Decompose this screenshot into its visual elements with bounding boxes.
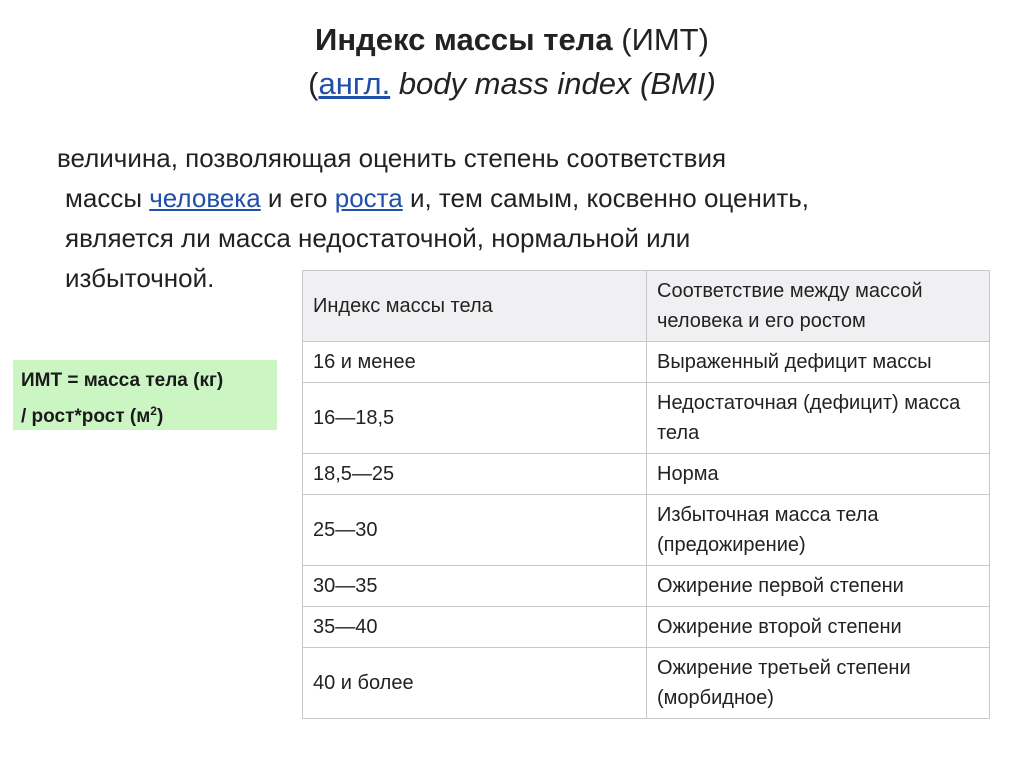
range-cell: 40 и более	[303, 648, 647, 719]
formula-close: )	[156, 406, 164, 427]
meaning-cell: Ожирение первой степени	[647, 566, 990, 607]
meaning-cell: Ожирение третьей степени (морбидное)	[647, 648, 990, 719]
chelovek-link[interactable]: человека	[149, 183, 261, 213]
title-line-2	[0, 62, 1024, 106]
range-cell: 30—35	[303, 566, 647, 607]
formula-line-1: ИМТ = масса тела (кг)	[21, 370, 224, 391]
range-cell: 16—18,5	[303, 383, 647, 454]
page-title	[0, 18, 1024, 106]
meaning-cell: Ожирение второй степени	[647, 607, 990, 648]
para-line-3: является ли масса недостаточной, нормальной или	[65, 223, 691, 253]
rost-link[interactable]: роста	[334, 183, 403, 213]
table-row	[303, 383, 990, 454]
table-row	[303, 342, 990, 383]
meaning-cell: Выраженный дефицит массы	[647, 342, 990, 383]
table-row	[303, 648, 990, 719]
title-line-1	[0, 18, 1024, 62]
header-index: Индекс массы тела	[303, 271, 647, 342]
range-cell: 18,5—25	[303, 454, 647, 495]
formula-line-2-text: / рост*рост (м	[21, 406, 151, 427]
table-row	[303, 607, 990, 648]
para-line-2-c: и, тем самым, косвенно оценить,	[402, 183, 810, 213]
para-line-2	[57, 178, 987, 218]
para-line-1: величина, позволяющая оценить степень соответствия	[57, 143, 727, 173]
table-header-row	[303, 271, 990, 342]
bmi-formula-box	[13, 360, 277, 430]
meaning-cell: Недостаточная (дефицит) масса тела	[647, 383, 990, 454]
engl-link[interactable]: англ.	[318, 66, 391, 101]
formula-sup: 2	[150, 404, 157, 418]
para-line-4: избыточной.	[65, 263, 215, 293]
title-open-paren: (	[308, 66, 319, 101]
table-row	[303, 566, 990, 607]
para-line-2-a: массы	[65, 183, 150, 213]
title-bold: Индекс массы тела	[315, 22, 613, 57]
title-english: body mass index (BMI)	[398, 66, 716, 101]
meaning-cell: Норма	[647, 454, 990, 495]
range-cell: 25—30	[303, 495, 647, 566]
range-cell: 16 и менее	[303, 342, 647, 383]
bmi-table	[302, 270, 990, 719]
para-line-2-b: и его	[260, 183, 335, 213]
header-meaning: Соответствие между массой человека и его ростом	[647, 271, 990, 342]
formula-line-2	[21, 396, 277, 432]
table-row	[303, 495, 990, 566]
range-cell: 35—40	[303, 607, 647, 648]
title-abbr: (ИМТ)	[621, 22, 709, 57]
table-row	[303, 454, 990, 495]
meaning-cell: Избыточная масса тела (предожирение)	[647, 495, 990, 566]
